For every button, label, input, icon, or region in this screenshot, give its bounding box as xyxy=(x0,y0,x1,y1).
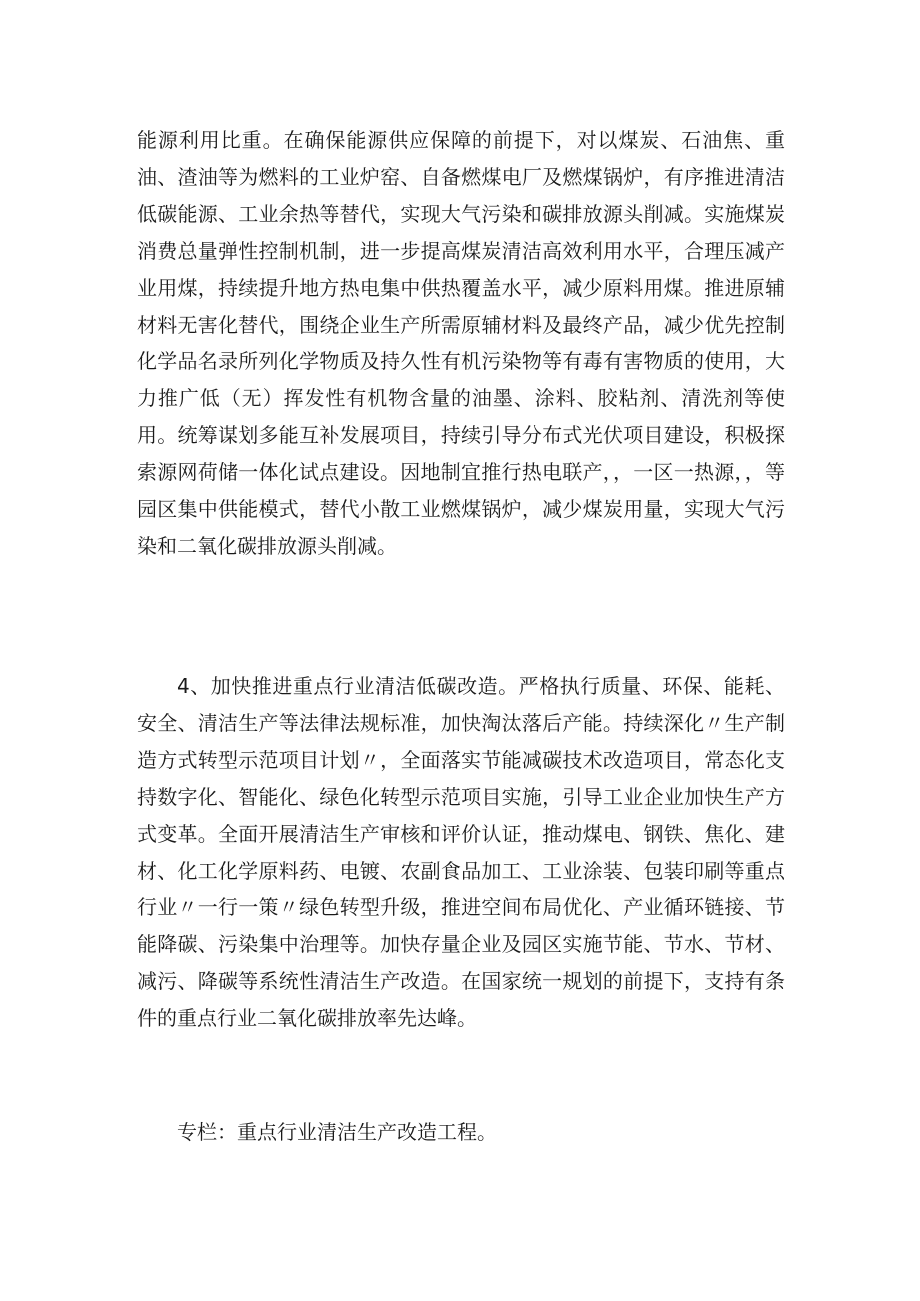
paragraph-key-industry-transformation: 4、加快推进重点行业清洁低碳改造。严格执行质量、环保、能耗、安全、清洁生产等法律法规标准，加快淘汰落后产能。持续深化〃生产制造方式转型示范项目计划〃，全面落实节能减碳技术改造项目，常态化支持数字化、智能化、绿色化转型示范项目实施，引导工业企业加快生产方式变革。全面开展清洁生产审核和评价认证，推动煤电、钢铁、焦化、建材、化工化学原料药、电镀、农副食品加工、工业涂装、包装印刷等重点行业〃一行一策〃绿色转型升级，推进空间布局优化、产业循环链接、节能降碳、污染集中治理等。加快存量企业及园区实施节能、节水、节材、减污、降碳等系统性清洁生产改造。在国家统一规划的前提下，支持有条件的重点行业二氧化碳排放率先达峰。 xyxy=(137,674,785,1031)
paragraph-column-heading: 专栏：重点行业清洁生产改造工程。 xyxy=(177,1120,497,1144)
paragraph-energy-substitution: 能源利用比重。在确保能源供应保障的前提下，对以煤炭、石油焦、重油、渣油等为燃料的工业炉窑、自备燃煤电厂及燃煤锅炉，有序推进清洁低碳能源、工业余热等替代，实现大气污染和碳排放源头削减。实施煤炭消费总量弹性控制机制，进一步提高煤炭清洁高效利用水平，合理压减产业用煤，持续提升地方热电集中供热覆盖水平，减少原料用煤。推进原辅材料无害化替代，围绕企业生产所需原辅材料及最终产品，减少优先控制化学品名录所列化学物质及持久性有机污染物等有毒有害物质的使用，大力推广低（无）挥发性有机物含量的油墨、涂料、胶粘剂、清洗剂等使用。统筹谋划多能互补发展项目，持续引导分布式光伏项目建设，积极探索源网荷储一体化试点建设。因地制宜推行热电联产，，一区一热源，，等园区集中供能模式，替代小散工业燃煤锅炉，减少煤炭用量，实现大气污染和二氧化碳排放源头削减。 xyxy=(137,128,785,558)
